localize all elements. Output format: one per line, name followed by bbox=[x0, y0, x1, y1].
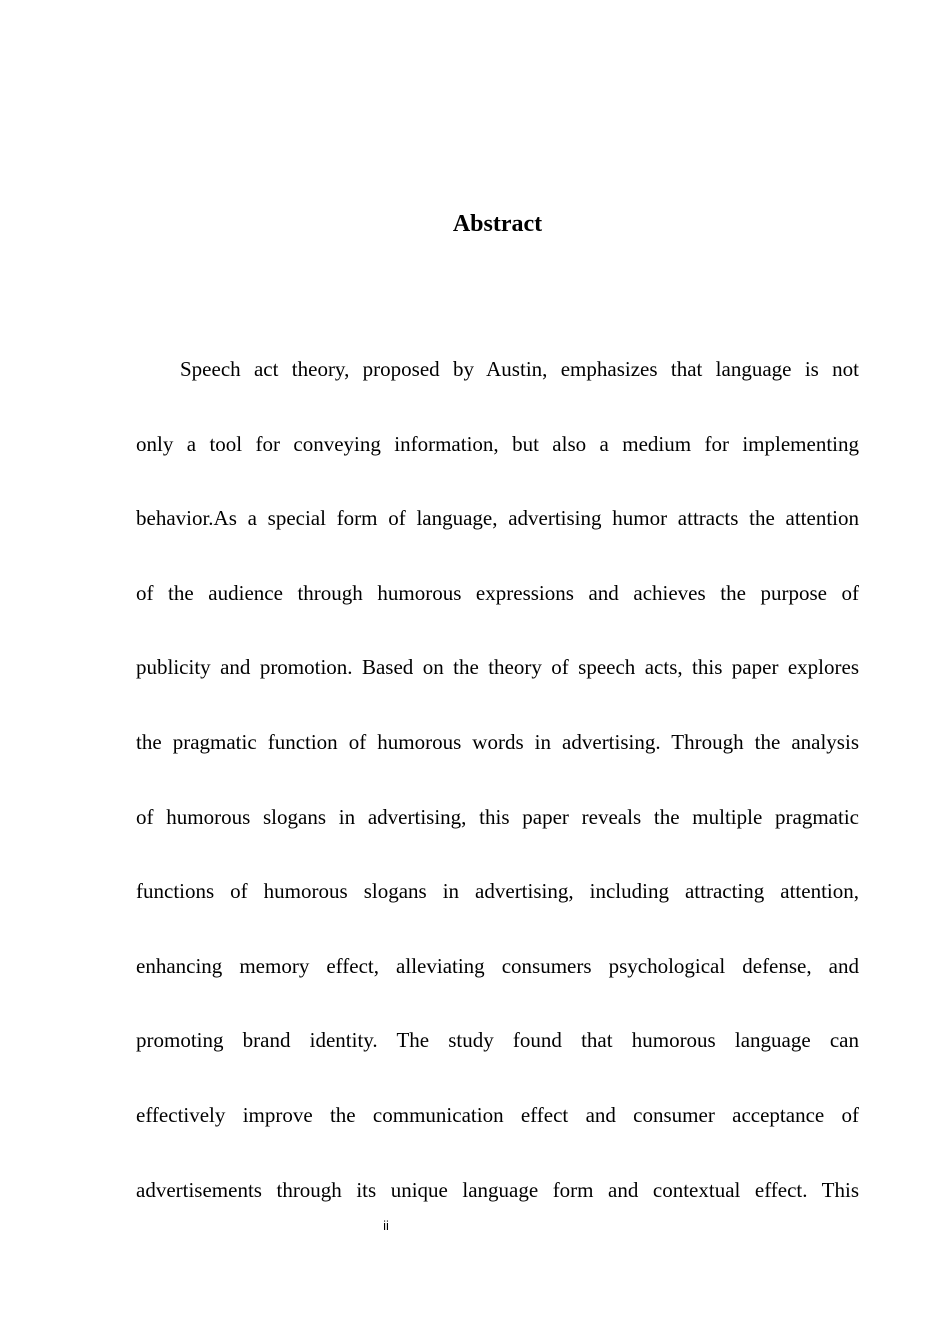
abstract-line: publicity and promotion. Based on the theory of speech acts, this paper explores bbox=[136, 655, 859, 680]
abstract-line: effectively improve the communication effect and consumer acceptance of bbox=[136, 1102, 859, 1127]
abstract-line: behavior.As a special form of language, advertising humor attracts the attention bbox=[136, 506, 859, 531]
abstract-line: enhancing memory effect, alleviating consumers psychological defense, and bbox=[136, 953, 859, 978]
page-number: ii bbox=[383, 1218, 389, 1233]
abstract-line: only a tool for conveying information, but also a medium for implementing bbox=[136, 431, 859, 456]
abstract-line: Speech act theory, proposed by Austin, emphasizes that language is not bbox=[180, 357, 859, 381]
abstract-line: advertisements through its unique language form and contextual effect. This bbox=[136, 1177, 859, 1202]
abstract-line: of humorous slogans in advertising, this paper reveals the multiple pragmatic bbox=[136, 804, 859, 829]
abstract-line: functions of humorous slogans in advertising, including attracting attention, bbox=[136, 879, 859, 904]
abstract-title: Abstract bbox=[452, 211, 543, 237]
abstract-body bbox=[136, 332, 859, 1227]
abstract-line: of the audience through humorous expressions and achieves the purpose of bbox=[136, 580, 859, 605]
abstract-line: the pragmatic function of humorous words in advertising. Through the analysis bbox=[136, 729, 859, 754]
abstract-line: promoting brand identity. The study found that humorous language can bbox=[136, 1028, 859, 1053]
